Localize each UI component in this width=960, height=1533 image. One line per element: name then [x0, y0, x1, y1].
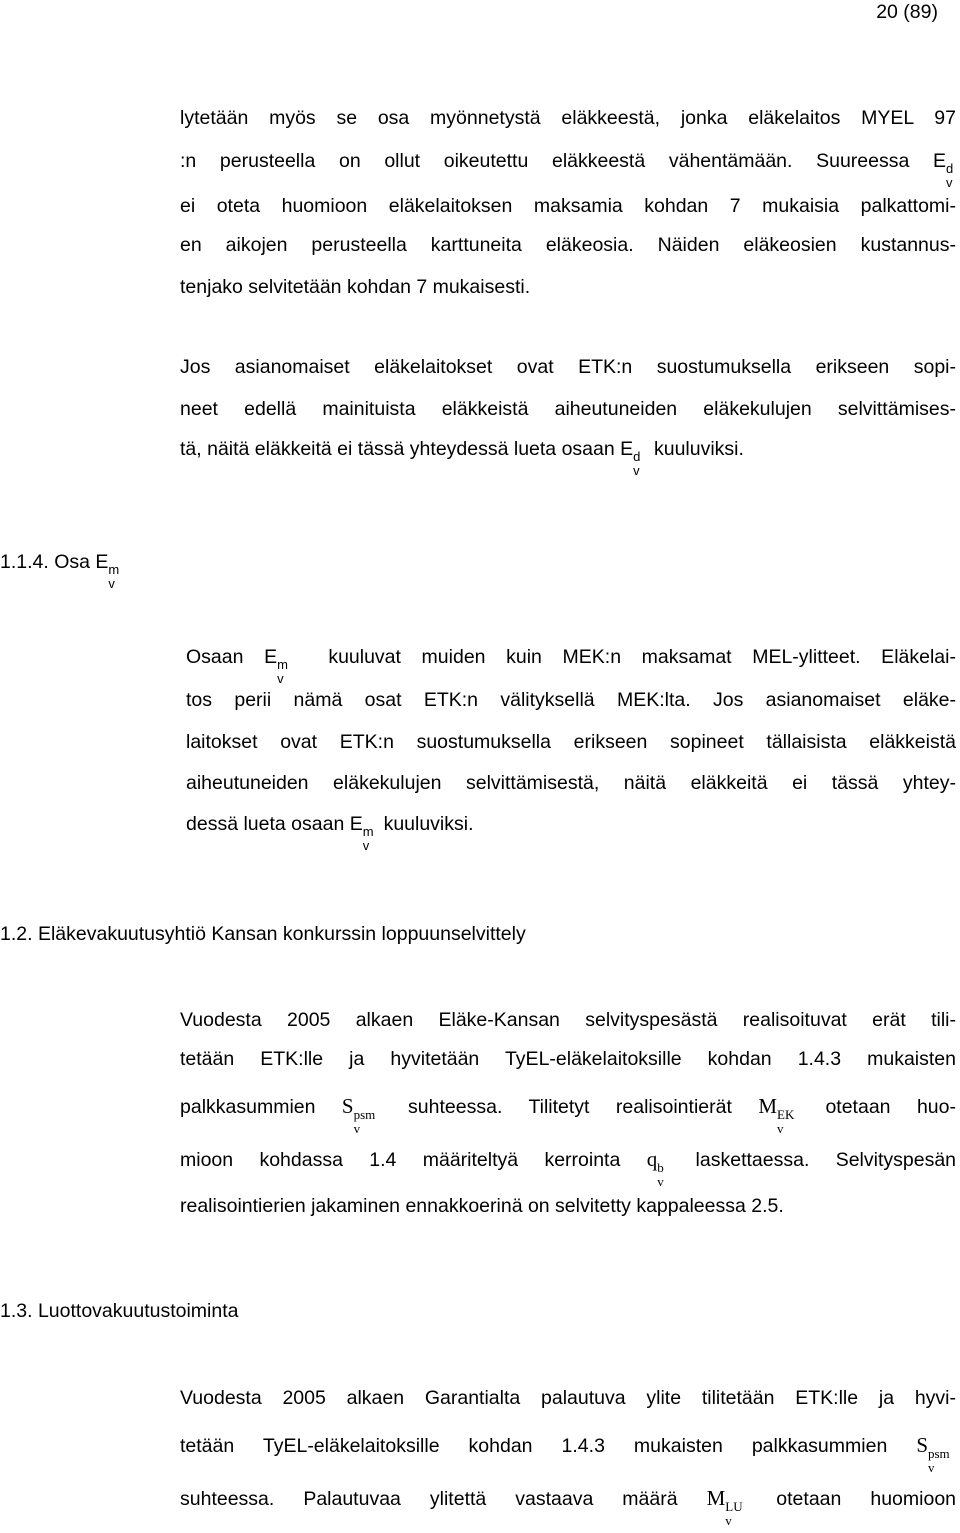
p1-line-2: :n perusteella on ollut oikeutettu eläkkeestä vähentämään. Suureessa E d v [180, 150, 954, 190]
p3-line-4: aiheutuneiden eläkekulujen selvittämisestä, näitä eläkkeitä ei tässä yhtey- [186, 772, 956, 794]
p2-line-2: neet edellä mainituista eläkkeistä aiheutuneiden eläkekulujen selvittämises- [180, 398, 956, 420]
p1-line-2-text: :n perusteella on ollut oikeutettu eläkkeestä vähentämään. Suureessa E [180, 150, 946, 172]
p1-line-1: lytetään myös se osa myönnetystä eläkkeestä, jonka eläkelaitos MYEL 97 [180, 107, 956, 129]
p4-line-5: realisointierien jakaminen ennakkoerinä on selvitetty kappaleessa 2.5. [180, 1195, 784, 1217]
p3-line-1: Osaan E m v kuuluvat muiden kuin MEK:n maksamat MEL-ylitteet. Eläkelai- [186, 646, 956, 686]
p3-line-2: tos perii nämä osat ETK:n välityksellä MEK:lta. Jos asianomaiset eläke- [186, 689, 956, 711]
p1-line-4: en aikojen perusteella karttuneita eläkeosia. Näiden eläkeosien kustannus- [180, 234, 956, 256]
p3-line-3: laitokset ovat ETK:n suostumuksella erikseen sopineet tällaisista eläkkeistä [186, 731, 956, 753]
page-number: 20 (89) [876, 1, 938, 23]
p2-line-1: Jos asianomaiset eläkelaitokset ovat ETK:n suostumuksella erikseen sopi- [180, 356, 956, 378]
p4-line-3: palkkasummien S psm v suhteessa. Tilitetyt realisointierät M EK v otetaan huo- [180, 1094, 956, 1136]
heading-1-2: 1.2. Eläkevakuutusyhtiö Kansan konkurssin loppuunselvittely [0, 923, 526, 945]
symbol-s-psm-v: S psm v [341, 1094, 376, 1136]
p4-line-1: Vuodesta 2005 alkaen Eläke-Kansan selvityspesästä realisoituvat erät tili- [180, 1009, 956, 1031]
p4-line-4: mioon kohdassa 1.4 määriteltyä kerrointa q b v laskettaessa. Selvityspesän [180, 1147, 957, 1189]
p4-line-2: tetään ETK:lle ja hyvitetään TyEL-eläkelaitoksille kohdan 1.4.3 mukaisten [180, 1048, 956, 1070]
p1-line-5: tenjako selvitetään kohdan 7 mukaisesti. [180, 276, 531, 298]
heading-1-1-4: 1.1.4. Osa E m v [0, 551, 120, 591]
heading-1-3: 1.3. Luottovakuutustoiminta [0, 1300, 239, 1322]
symbol-s-psm-v: S psm v [916, 1433, 950, 1475]
symbol-m-lu-v: M LU v [706, 1486, 743, 1528]
p3-line-5: dessä lueta osaan E m v kuuluviksi. [186, 813, 474, 853]
p2-line-3: tä, näitä eläkkeitä ei tässä yhteydessä lueta osaan E d v kuuluviksi. [180, 438, 744, 478]
p5-line-2: tetään TyEL-eläkelaitoksille kohdan 1.4.3 mukaisten palkkasummien S psm v [180, 1433, 956, 1458]
symbol-m-ek-v: M EK v [758, 1094, 795, 1136]
p5-line-1: Vuodesta 2005 alkaen Garantialta palautuva ylite tilitetään ETK:lle ja hyvi- [180, 1387, 956, 1409]
p5-line-3: suhteessa. Palautuvaa ylitettä vastaava määrä M LU v otetaan huomioon [180, 1486, 957, 1528]
symbol-q-b-v: q b v [646, 1147, 664, 1189]
p1-line-3: ei oteta huomioon eläkelaitoksen maksamia kohdan 7 mukaisia palkattomi- [180, 195, 956, 217]
